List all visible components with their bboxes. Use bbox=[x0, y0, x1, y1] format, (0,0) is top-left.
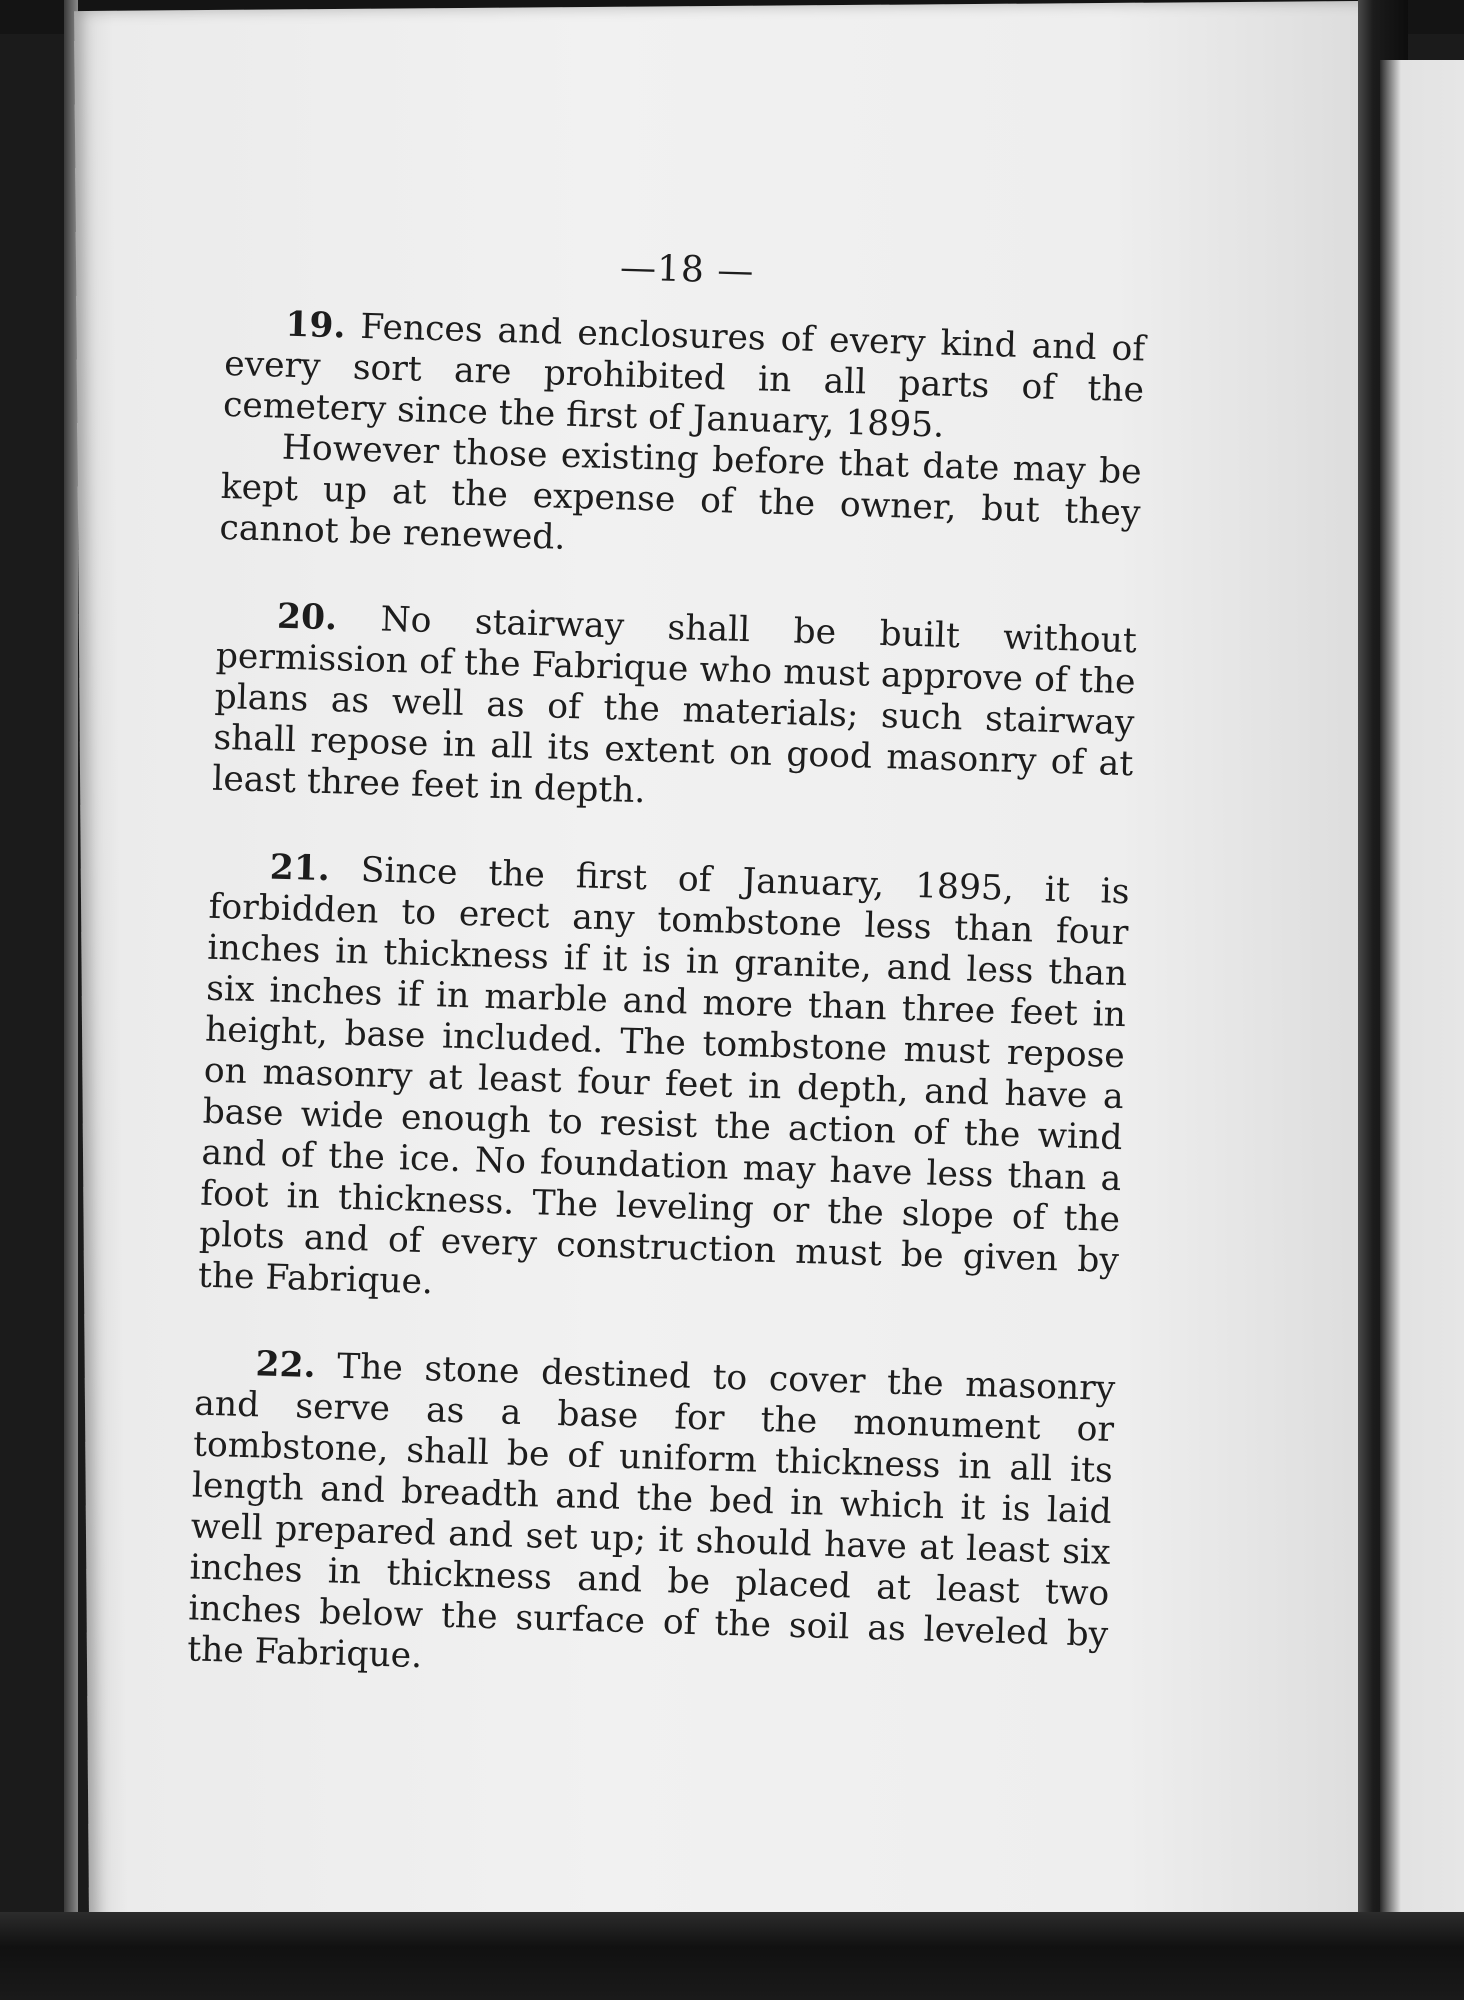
adjacent-page-edge bbox=[1380, 60, 1464, 1940]
article-19 bbox=[219, 303, 1146, 575]
page-text bbox=[185, 236, 1147, 1743]
article-text: Fences and enclosures of every kind and of every sort are prohibited in all parts of the cemetery since the first of January, 1895. bbox=[222, 306, 1146, 446]
article-text: No stairway shall be built without permission of the Fabrique who must approve of the plans as well as of the materials; such stairway shall repose in all its extent on good masonry of at least three feet in depth. bbox=[211, 599, 1138, 812]
article-20-paragraph-1 bbox=[212, 595, 1138, 826]
article-21-paragraph-1 bbox=[197, 846, 1130, 1323]
article-text: The stone destined to cover the masonry and serve as a base for the monument or tombstone, shall be of uniform thickness in all its length and breadth and the bed in which it is laid well prepared and set up; it should have at least six inches in thickness and be placed at least two inches below the surface of the soil as leveled by the Fabrique. bbox=[186, 1346, 1116, 1677]
article-19-paragraph-2: However those existing before that date may be kept up at the expense of the owner, but they cannot be renewed. bbox=[219, 427, 1143, 558]
article-number: 22. bbox=[254, 1344, 317, 1386]
article-text: Since the first of January, 1895, it is forbidden to erect any tombstone less than four inches in thickness if it is in granite, and less than six inches if in marble and more than three feet in height, base included. The tombstone must repose on masonry at least four feet in depth, and have a base wide enough to resist the action of the wind and of the ice. No foundation may have less than a foot in thickness. The leveling or the slope of the plots and of every construction must be given by the Fabrique. bbox=[197, 850, 1131, 1303]
article-21 bbox=[197, 846, 1130, 1323]
article-22-paragraph-1 bbox=[187, 1343, 1116, 1697]
page-number: —18 — bbox=[619, 247, 755, 293]
article-22 bbox=[187, 1343, 1116, 1697]
article-number: 20. bbox=[276, 596, 338, 639]
article-20 bbox=[212, 595, 1138, 826]
article-number: 21. bbox=[269, 847, 331, 890]
article-number: 19. bbox=[284, 304, 347, 347]
scan-bottom-edge bbox=[0, 1912, 1464, 2000]
